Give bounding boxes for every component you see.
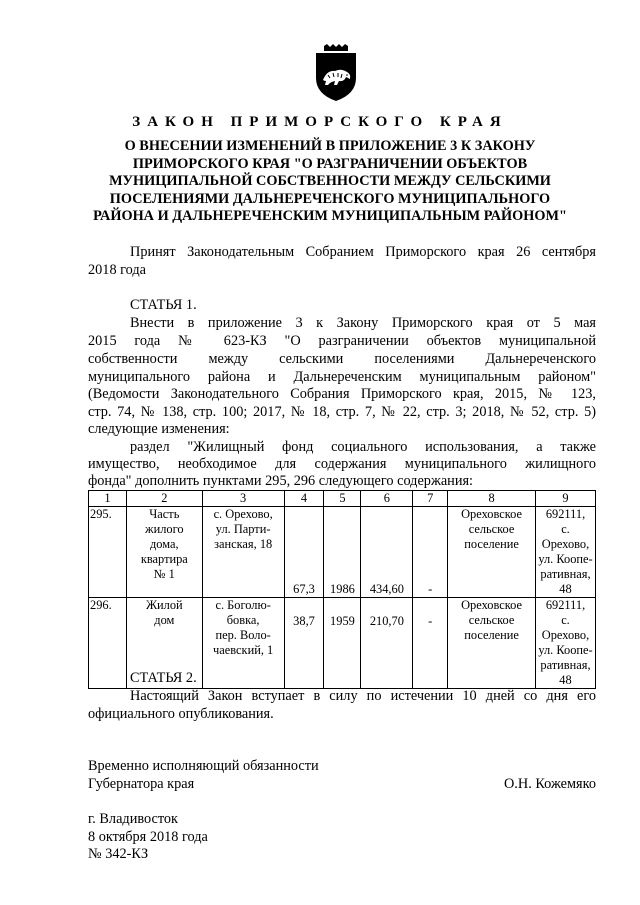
- adopted-line: 2018 года: [88, 262, 147, 278]
- object-name-cell: [126, 507, 202, 598]
- cell-line: ул. Коопе-: [538, 552, 593, 566]
- cell-line: занская, 18: [214, 537, 273, 551]
- cell-line: ративная,: [540, 567, 591, 581]
- table-header-cell: 3: [202, 491, 284, 507]
- cell-line: ративная,: [540, 658, 591, 672]
- signatory-position: Губернатора края: [88, 776, 195, 792]
- year-cell: 1986: [324, 507, 361, 598]
- area-cell: 38,7: [284, 598, 324, 689]
- cell-line: пер. Воло-: [215, 628, 271, 642]
- cell-line: жилого: [145, 522, 184, 536]
- law-number: № 342-КЗ: [88, 846, 149, 862]
- cell-line: 48: [559, 673, 572, 687]
- article-2-line: официального опубликования.: [88, 706, 274, 722]
- subtitle-line: ПРИМОРСКОГО КРАЯ "О РАЗГРАНИЧЕНИИ ОБЪЕКТОВ: [132, 155, 528, 172]
- article-1-line: следующие изменения:: [88, 421, 230, 437]
- postal-address-cell: [535, 507, 595, 598]
- cell-line: сельское: [468, 522, 515, 536]
- cell-line: с. Боголю-: [215, 598, 271, 612]
- coat-of-arms-emblem: [313, 44, 359, 102]
- city: г. Владивосток: [88, 811, 178, 827]
- cell-line: Ореховское: [461, 598, 523, 612]
- cell-line: ул. Парти-: [215, 522, 271, 536]
- article-2-heading: СТАТЬЯ 2.: [130, 670, 197, 686]
- value-cell: 434,60: [361, 507, 413, 598]
- cell-line: Часть: [149, 507, 180, 521]
- property-table: [88, 490, 596, 689]
- table-header-cell: 7: [413, 491, 448, 507]
- table-header-cell: 2: [126, 491, 202, 507]
- cell-line: бовка,: [226, 613, 260, 627]
- cell-line: чаевский, 1: [213, 643, 274, 657]
- subtitle-line: ПОСЕЛЕНИЯМИ ДАЛЬНЕРЕЧЕНСКОГО МУНИЦИПАЛЬНОГО: [109, 190, 551, 207]
- cell-line: дом: [154, 613, 175, 627]
- article-1-line: 2015 года № 623-КЗ "О разграничении объектов муниципальной: [88, 333, 596, 349]
- cell-line: с. Орехово,: [541, 613, 590, 642]
- table-header-row: [89, 491, 596, 507]
- cell-line: квартира: [140, 552, 188, 566]
- area-cell: 67,3: [284, 507, 324, 598]
- cell-line: 692111,: [545, 507, 586, 521]
- row-number: 296.: [89, 598, 127, 689]
- address-cell: [202, 507, 284, 598]
- row-number: 295.: [89, 507, 127, 598]
- postal-address-cell: [535, 598, 595, 689]
- table-header-cell: 5: [324, 491, 361, 507]
- table-header-cell: 6: [361, 491, 413, 507]
- article-1-section-line: фонда" дополнить пунктами 295, 296 следующего содержания:: [88, 473, 474, 489]
- col7-cell: -: [413, 507, 448, 598]
- article-1-section-line: имущество, необходимое для содержания муниципального жилищного: [88, 456, 596, 472]
- article-1-line: стр. 74, № 138, стр. 100; 2017, № 18, стр. 7, № 22, стр. 3; 2018, № 52, стр. 5): [88, 404, 596, 420]
- table-header-cell: 9: [535, 491, 595, 507]
- subtitle-line: РАЙОНА И ДАЛЬНЕРЕЧЕНСКИМ МУНИЦИПАЛЬНЫМ РАЙОНОМ": [93, 208, 567, 225]
- subtitle-line: МУНИЦИПАЛЬНОЙ СОБСТВЕННОСТИ МЕЖДУ СЕЛЬСКИМИ: [109, 173, 551, 190]
- cell-line: 48: [559, 582, 572, 596]
- cell-line: поселение: [464, 628, 519, 642]
- article-1-line: собственности между сельскими поселениями Дальнереченского: [88, 351, 596, 367]
- col7-cell: -: [413, 598, 448, 689]
- cell-line: поселение: [464, 537, 519, 551]
- address-cell: [202, 598, 284, 689]
- subtitle-line: О ВНЕСЕНИИ ИЗМЕНЕНИЙ В ПРИЛОЖЕНИЕ 3 К ЗАКОНУ: [124, 138, 536, 154]
- cell-line: Ореховское: [461, 507, 523, 521]
- cell-line: Жилой: [145, 598, 183, 612]
- adopted-line: Принят Законодательным Собранием Приморского края 26 сентября: [130, 244, 596, 260]
- cell-line: с. Орехово,: [541, 522, 590, 551]
- value-cell: 210,70: [361, 598, 413, 689]
- date: 8 октября 2018 года: [88, 829, 208, 845]
- settlement-cell: [448, 507, 536, 598]
- article-1-line: Внести в приложение 3 к Закону Приморского края от 5 мая: [130, 315, 596, 331]
- article-1-section-line: раздел "Жилищный фонд социального использования, а также: [130, 439, 596, 455]
- article-1-heading: СТАТЬЯ 1.: [130, 297, 197, 313]
- table-header-cell: 4: [284, 491, 324, 507]
- table-header-cell: 1: [89, 491, 127, 507]
- cell-line: сельское: [468, 613, 515, 627]
- year-cell: 1959: [324, 598, 361, 689]
- article-1-line: (Ведомости Законодательного Собрания Приморского края, 2015, № 123,: [88, 386, 596, 402]
- article-2-line: Настоящий Закон вступает в силу по истечении 10 дней со дня его: [130, 688, 596, 704]
- cell-line: 692111,: [545, 598, 586, 612]
- law-subtitle: [80, 138, 580, 226]
- law-title: ЗАКОН ПРИМОРСКОГО КРАЯ: [132, 114, 508, 130]
- cell-line: № 1: [153, 567, 175, 581]
- cell-line: с. Орехово,: [213, 507, 273, 521]
- signatory-name: О.Н. Кожемяко: [503, 776, 596, 792]
- cell-line: ул. Коопе-: [538, 643, 593, 657]
- article-1-line: муниципального района и Дальнереченским муниципальным районом": [88, 369, 596, 385]
- table-header-cell: 8: [448, 491, 536, 507]
- table-row: [89, 507, 596, 598]
- cell-line: дома,: [150, 537, 179, 551]
- settlement-cell: [448, 598, 536, 689]
- signatory-position: Временно исполняющий обязанности: [88, 758, 319, 774]
